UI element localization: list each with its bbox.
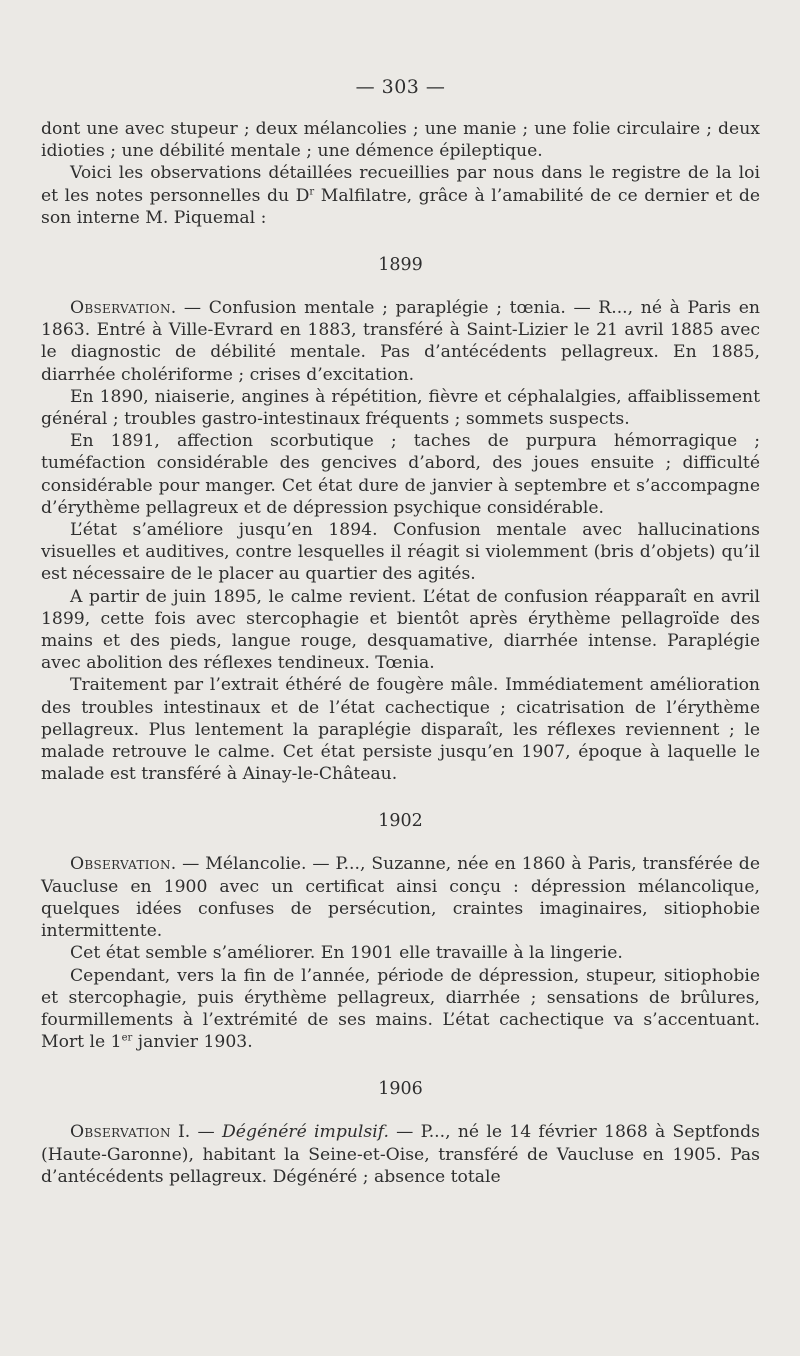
observation-heading-1899 [41,297,760,386]
observation-label: Observation [70,298,171,319]
intro-paragraph: dont une avec stupeur ; deux mélancolies ; une manie ; une folie circulaire ; deux idioties ; une débilité mentale ; une démence épileptique. [41,119,760,162]
observation-text: . — Mélancolie. — P..., Suzanne, née en 1860 à Paris, transférée de Vaucluse en 1900 avec un certificat ainsi conçu : dépression mélancolique, quelques idées confuses de persécution, craintes imaginaires, sitiophobie intermittente. [41,854,760,942]
section-year-1899: 1899 [378,255,423,276]
paragraph: En 1891, affection scorbutique ; taches de purpura hémorragique ; tuméfaction considérable des gencives d’abord, des joues ensuite ; difficulté considérable pour manger. Cet état dure de janvier à septembre et s’accompagne d’érythème pellagreux et de dépression psychique considérable. [41,431,760,518]
doctor-superscript: r [309,185,315,197]
observation-number: I. — [170,1122,222,1143]
paragraph: Traitement par l’extrait éthéré de fougère mâle. Immédiatement amélioration des troubles intestinaux et de l’état cachectique ; cicatrisation de l’érythème pellagreux. Plus lentement la paraplégie disparaît, les réflexes reviennent ; le malade retrouve le calme. Cet état persiste jusqu’en 1907, époque à laquelle le malade est transféré à Ainay-le-Château. [41,675,760,785]
observation-text: — P..., né le 14 février 1868 à Septfonds (Haute-Garonne), habitant la Seine-et-Oise, transféré de Vaucluse en 1905. Pas d’antécédents pellagreux. Dégénéré ; absence totale [41,1122,760,1187]
observation-text: . — Confusion mentale ; paraplégie ; tœnia. — R..., né à Paris en 1863. Entré à Ville-Evrard en 1883, transféré à Saint-Lizier le 21 avril 1885 avec le diagnostic de débilité mentale. Pas d’antécédents pellagreux. En 1885, diarrhée cholériforme ; crises d’excitation. [41,298,760,385]
intro-text-a: Voici les observations détaillées recueillies par nous dans le registre de la loi et les notes personnelles du D [41,163,760,206]
observation-label: Observation [70,854,171,875]
intro-text-b: Malfilatre, grâce à l’amabilité de ce dernier et de son interne M. Piquemal : [41,185,760,228]
paragraph: L’état s’améliore jusqu’en 1894. Confusion mentale avec hallucinations visuelles et auditives, contre lesquelles il réagit si violemment (bris d’objets) qu’il est nécessaire de le placer au quartier des agités. [41,520,760,585]
observation-heading-1902 [41,853,760,942]
section-year-1902: 1902 [378,811,423,832]
observation-diagnosis: Dégénéré impulsif. [222,1122,389,1143]
observation-heading-1906 [41,1121,760,1188]
paragraph: A partir de juin 1895, le calme revient. L’état de confusion réapparaît en avril 1899, cette fois avec stercophagie et bientôt après érythème pellagroïde des mains et des pieds, langue rouge, desquamative, diarrhée intense. Paraplégie avec abolition des réflexes tendineux. Tœnia. [41,586,760,674]
observation-label: Observation [70,1122,171,1143]
paragraph: En 1890, niaiserie, angines à répétition, fièvre et céphalalgies, affaiblissement général ; troubles gastro-intestinaux fréquents ; sommets suspects. [41,386,760,430]
paragraph-text: Cependant, vers la fin de l’année, période de dépression, stupeur, sitiophobie et stercophagie, puis érythème pellagreux, diarrhée ; sensations de brûlures, fourmillements à l’extrémité de ses mains. L’état cachectique va s’accentuant. Mort le 1 [41,965,760,1053]
paragraph-text-end: janvier 1903. [132,1032,253,1053]
paragraph: Cet état semble s’améliorer. En 1901 elle travaille à la lingerie. [70,943,623,964]
intro-paragraph-2 [41,162,760,229]
page-number: — 303 — [355,76,446,98]
ordinal-superscript: er [121,1032,133,1044]
paragraph-with-superscript [41,965,760,1054]
section-year-1906: 1906 [378,1079,423,1100]
